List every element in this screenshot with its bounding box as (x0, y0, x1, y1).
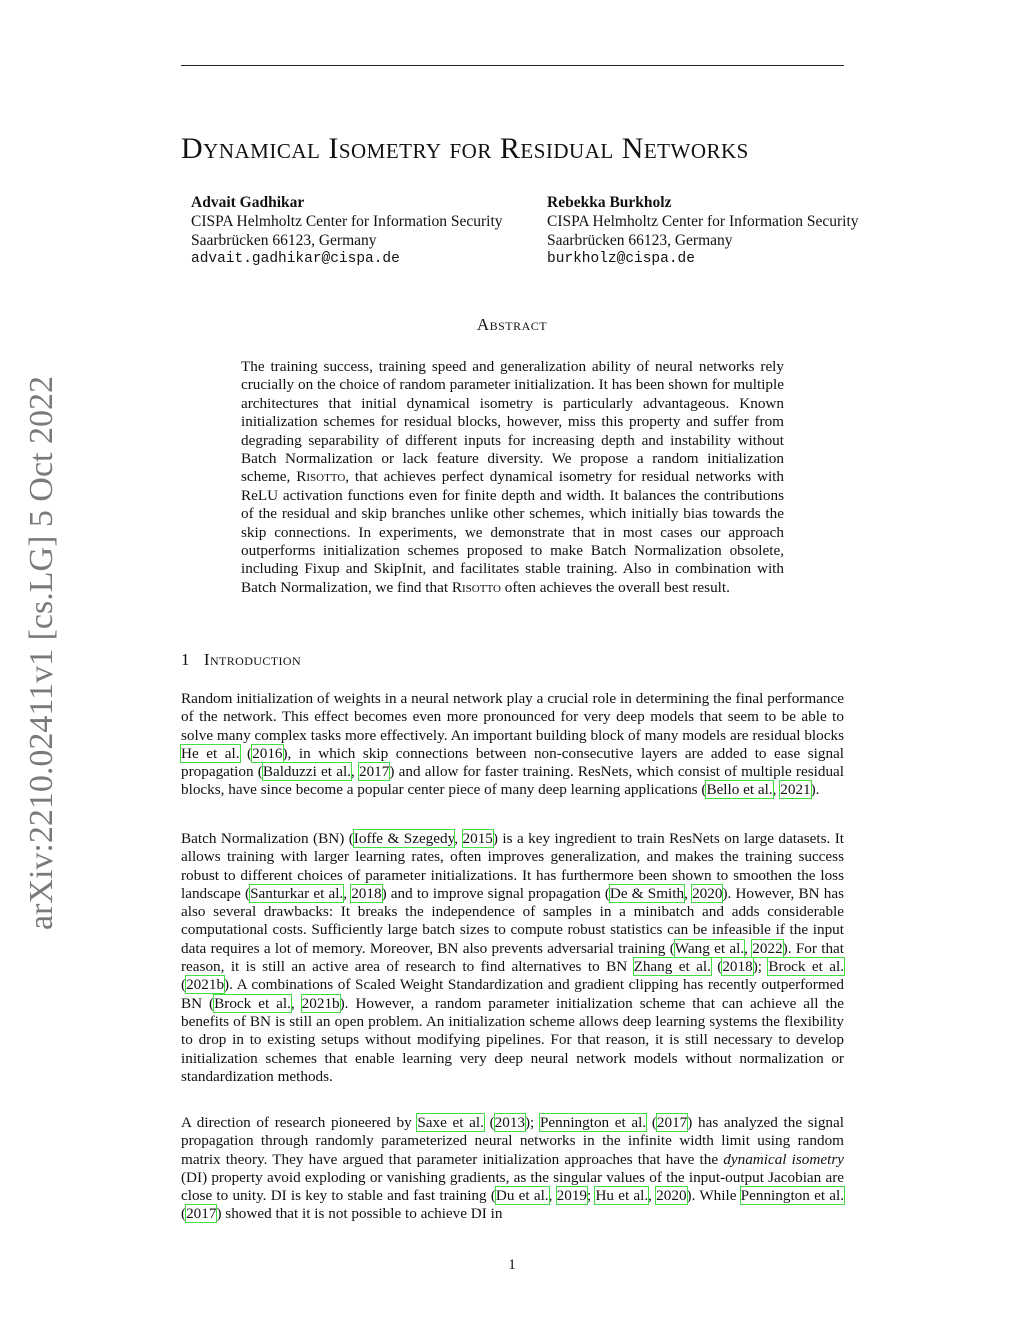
author-affiliation: CISPA Helmholtz Center for Information Security (191, 213, 503, 230)
citation-link[interactable]: Brock et al. (768, 958, 844, 976)
abstract-text-segment: , that achieves perfect dynamical isometry for residual networks with ReLU activation functions even for finite depth and width. It balances the contributions of the residual and skip branches unlike other schemes, which initially bias towards the skip connections. In experiments, we demonstrate that in most cases our approach outperforms initialization schemes proposed to make Batch Normalization obsolete, including Fixup and SkipInit, and facilitates stable training. Also in combination with Batch Normalization, we find that (241, 468, 784, 596)
citation-link[interactable]: 2017 (358, 763, 390, 781)
citation-link[interactable]: 2021b (186, 976, 225, 994)
section-title: Introduction (203, 650, 302, 669)
citation-link[interactable]: Bello et al. (706, 781, 773, 799)
author-email[interactable]: advait.gadhikar@cispa.de (191, 251, 400, 267)
page-number: 1 (508, 1257, 516, 1273)
citation-link[interactable]: 2022 (752, 939, 783, 957)
citation-link[interactable]: 2017 (656, 1114, 688, 1131)
citation-link[interactable]: Zhang et al. (633, 958, 711, 976)
citation-link[interactable]: 2020 (656, 1187, 687, 1205)
paper-title: Dynamical Isometry for Residual Networks (181, 132, 749, 165)
author-name: Rebekka Burkholz (547, 194, 672, 211)
author-affiliation: CISPA Helmholtz Center for Information Security (547, 213, 859, 230)
top-rule (181, 65, 844, 66)
author-name: Advait Gadhikar (191, 194, 305, 211)
author-address: Saarbrücken 66123, Germany (547, 232, 733, 249)
citation-link[interactable]: Saxe et al. (417, 1114, 484, 1131)
citation-link[interactable]: Balduzzi et al. (262, 763, 351, 781)
abstract-text (241, 358, 784, 597)
author-block (547, 193, 859, 269)
citation-link[interactable]: He et al. (181, 744, 240, 762)
citation-link[interactable]: 2020 (692, 884, 723, 902)
citation-link[interactable]: Wang et al. (674, 939, 745, 957)
section-number: 1 (181, 650, 190, 669)
citation-link[interactable]: Brock et al. (214, 994, 291, 1012)
citation-link[interactable]: 2013 (494, 1114, 525, 1131)
method-name: Risotto (296, 468, 346, 486)
citation-link[interactable]: 2015 (462, 830, 493, 847)
author-address: Saarbrücken 66123, Germany (191, 232, 377, 249)
paragraph: Random initialization of weights in a neural network play a crucial role in determining the final performance of the network. This effect becomes even more pronounced for very deep models that seem to be able to solve many complex tasks more effectively. An important building block of many models are residual blocks He et al. (2016), in which skip connections between non-consecutive layers are added to ease signal propagation (Balduzzi et al., 2017) and allow for faster training. ResNets, which consist of multiple residual blocks, have since become a popular center piece of many deep learning applications (Bello et al., 2021). (181, 690, 845, 799)
citation-link[interactable]: Du et al. (495, 1187, 549, 1205)
author-block (191, 193, 503, 269)
citation-link[interactable]: 2018 (351, 884, 382, 902)
method-name: Risotto (451, 578, 501, 596)
citation-link[interactable]: Pennington et al. (539, 1114, 647, 1131)
citation-link[interactable]: 2021 (780, 781, 811, 799)
abstract-text-segment: often achieves the overall best result. (500, 578, 730, 596)
paragraph: A direction of research pioneered by Saxe et al. (2013); Pennington et al. (2017) has analyzed the signal propagation through randomly parameterized neural networks in the infinite width limit using random matrix theory. They have argued that parameter initialization approaches that have the dynamical isometry (DI) property avoid exploding or vanishing gradients, as the singular values of the input-output Jacobian are close to unity. DI is key to stable and fast training (Du et al., 2019; Hu et al., 2020). While Pennington et al. (2017) showed that it is not possible to achieve DI in (181, 1114, 845, 1223)
emphasized-term: dynamical isometry (723, 1150, 844, 1168)
citation-link[interactable]: Hu et al. (595, 1187, 649, 1205)
abstract-heading: Abstract (476, 315, 548, 334)
citation-link[interactable]: 2018 (722, 958, 753, 976)
citation-link[interactable]: Pennington et al. (740, 1187, 845, 1205)
citation-link[interactable]: 2016 (252, 744, 283, 762)
citation-link[interactable]: 2019 (556, 1187, 587, 1205)
citation-link[interactable]: Santurkar et al. (250, 884, 344, 902)
citation-link[interactable]: 2021b (301, 994, 340, 1012)
paragraph: Batch Normalization (BN) (Ioffe & Szegedy, 2015) is a key ingredient to train ResNets on large datasets. It allows training with larger learning rates, often improves generalization, and makes the training success robust to different choices of parameter initializations. It has furthermore been shown to smoothen the loss landscape (Santurkar et al., 2018) and to improve signal propagation (De & Smith, 2020). However, BN has also several drawbacks: It breaks the independence of samples in a minibatch and adds considerable computational costs. Sufficiently large batch sizes to compute robust statistics can be infeasible if the input data requires a lot of memory. Moreover, BN also prevents adversarial training (Wang et al., 2022). For that reason, it is still an active area of research to find alternatives to BN Zhang et al. (2018); Brock et al. (2021b). A combinations of Scaled Weight Standardization and gradient clipping has recently outperformed BN (Brock et al., 2021b). However, a random parameter initialization scheme that can achieve all the benefits of BN is still an open problem. An initialization scheme allows deep learning systems the flexibility to drop in to existing setups without modifying pipelines. For that reason, it is still necessary to develop initialization schemes that enable learning very deep neural network models without normalization or standardization methods. (181, 830, 845, 1085)
author-email[interactable]: burkholz@cispa.de (547, 251, 695, 267)
citation-link[interactable]: Ioffe & Szegedy (353, 830, 455, 847)
citation-link[interactable]: De & Smith (609, 884, 685, 902)
abstract-text-segment: The training success, training speed and generalization ability of neural networks rely crucially on the choice of random parameter initialization. It has been shown for multiple architectures that initial dynamical isometry is particularly advantageous. Known initialization schemes for residual blocks, however, miss this property and suffer from degrading separability of different inputs for increasing depth and instability without Batch Normalization or lack feature diversity. We propose a random initialization scheme, (241, 358, 784, 486)
section-heading (181, 650, 301, 670)
arxiv-identifier-stamp[interactable]: arXiv:2210.02411v1 [cs.LG] 5 Oct 2022 (23, 376, 60, 930)
citation-link[interactable]: 2017 (186, 1205, 217, 1223)
